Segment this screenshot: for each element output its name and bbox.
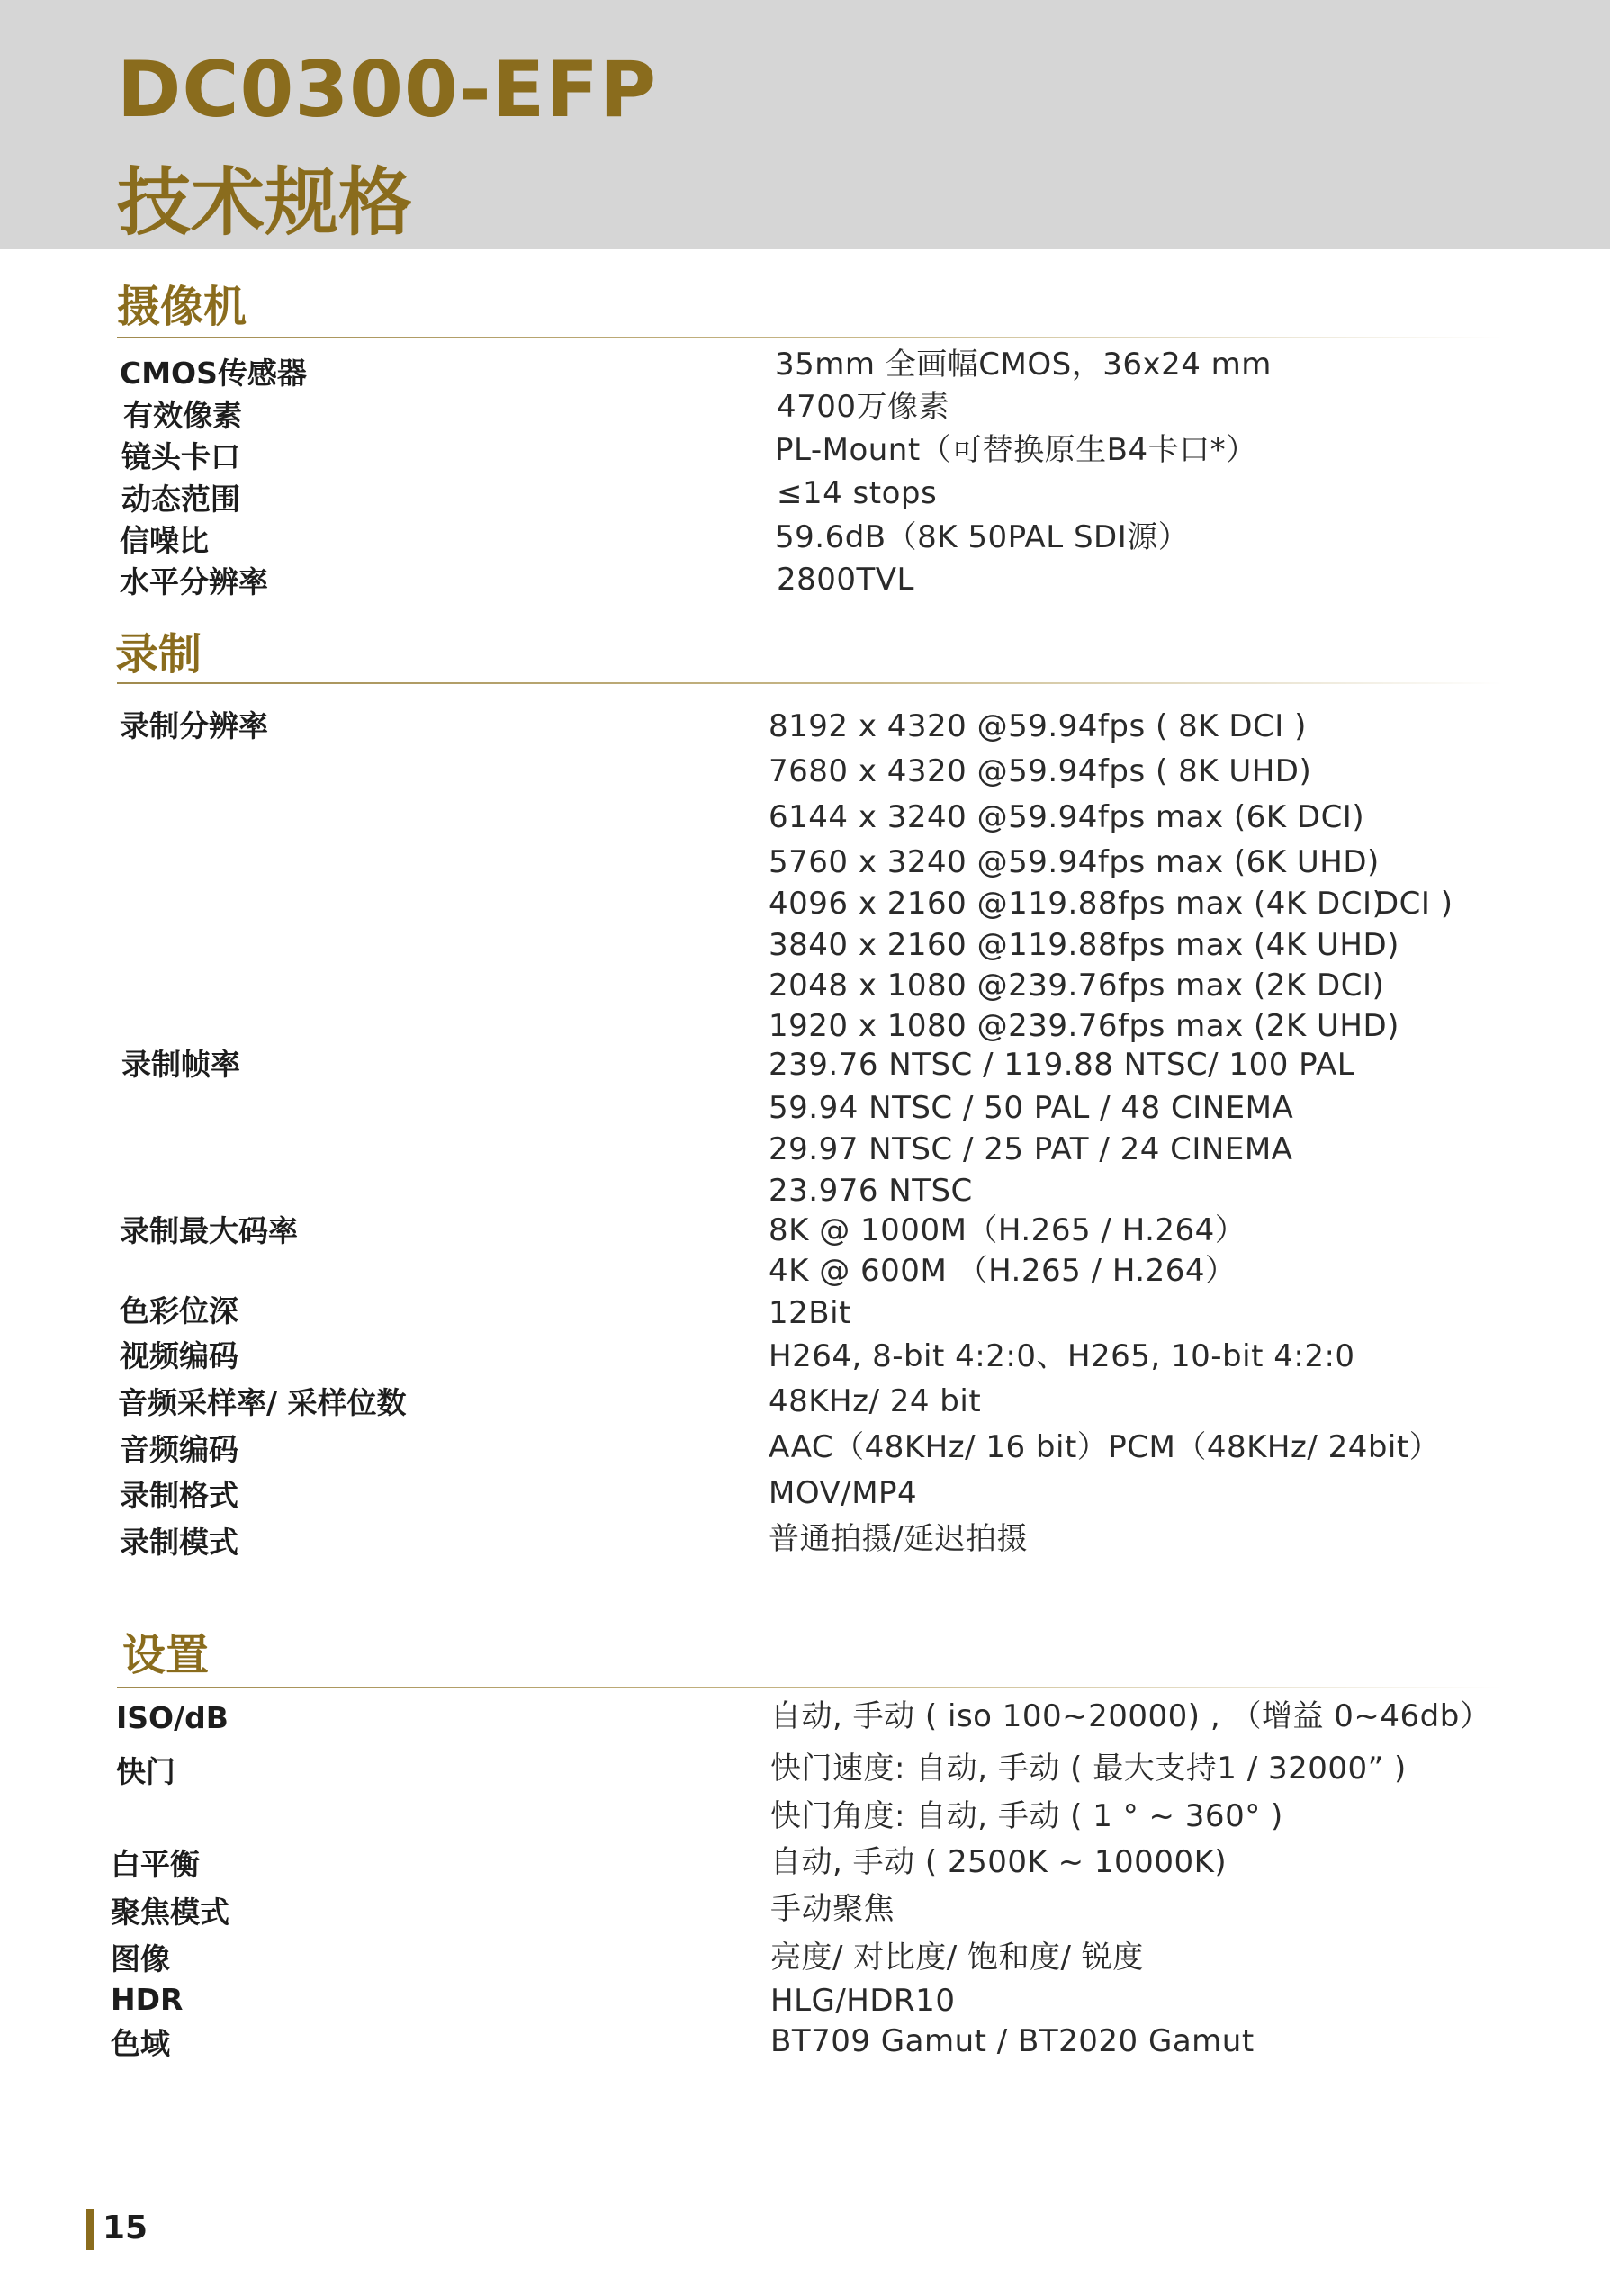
- spec-label-format: 录制格式: [120, 1478, 238, 1513]
- spec-label-bitrate: 录制最大码率: [120, 1213, 298, 1248]
- spec-value-bitdepth: 12Bit: [769, 1295, 851, 1331]
- spec-value-white-balance: 自动, 手动 ( 2500K ~ 10000K): [770, 1844, 1228, 1880]
- spec-label-pixels: 有效像素: [123, 398, 242, 433]
- spec-value-shutter-speed: 快门速度: 自动, 手动 ( 最大支持1 / 32000” ): [770, 1751, 1407, 1787]
- spec-label-tvl: 水平分辨率: [120, 564, 268, 599]
- spec-value-tvl: 2800TVL: [777, 562, 914, 598]
- spec-value-focus-mode: 手动聚焦: [770, 1891, 895, 1927]
- section-title-camera: 摄像机: [117, 282, 247, 332]
- spec-value-res-4k-dci: 4096 x 2160 @119.88fps max (4K DCI): [769, 886, 1385, 922]
- spec-value-stray-dci: DCI ): [1375, 886, 1453, 922]
- spec-value-res-8k-uhd: 7680 x 4320 @59.94fps ( 8K UHD): [769, 753, 1312, 789]
- spec-value-res-2k-uhd: 1920 x 1080 @239.76fps max (2K UHD): [769, 1008, 1399, 1044]
- section-title-settings: 设置: [122, 1630, 210, 1680]
- spec-value-mode: 普通拍摄/延迟拍摄: [769, 1521, 1028, 1557]
- spec-label-gamut: 色域: [111, 2026, 170, 2061]
- page-number-bar: [86, 2209, 94, 2250]
- spec-value-pixels: 4700万像素: [777, 389, 950, 425]
- spec-value-fps-4: 23.976 NTSC: [769, 1173, 973, 1209]
- spec-label-cmos: CMOS传感器: [120, 356, 307, 391]
- spec-value-res-4k-uhd: 3840 x 2160 @119.88fps max (4K UHD): [769, 927, 1399, 963]
- spec-value-bitrate-8k: 8K @ 1000M（H.265 / H.264）: [769, 1212, 1246, 1248]
- page-number: 15: [103, 2210, 148, 2246]
- section-rule-settings: [117, 1687, 1503, 1688]
- spec-label-mount: 镜头卡口: [121, 439, 240, 474]
- spec-value-video-codec: H264, 8-bit 4:2:0、H265, 10-bit 4:2:0: [769, 1338, 1355, 1374]
- spec-value-hdr: HLG/HDR10: [770, 1983, 956, 2019]
- spec-value-mount: PL-Mount（可替换原生B4卡口*）: [775, 432, 1257, 468]
- spec-value-fps-1: 239.76 NTSC / 119.88 NTSC/ 100 PAL: [769, 1047, 1355, 1083]
- document-subtitle: 技术规格: [117, 160, 413, 246]
- spec-value-iso: 自动, 手动 ( iso 100~20000) , （增益 0~46db）: [770, 1698, 1491, 1734]
- spec-label-snr: 信噪比: [120, 523, 209, 558]
- spec-value-image: 亮度/ 对比度/ 饱和度/ 锐度: [770, 1940, 1144, 1976]
- spec-label-shutter: 快门: [116, 1754, 175, 1789]
- spec-value-format: MOV/MP4: [769, 1475, 918, 1511]
- spec-value-fps-3: 29.97 NTSC / 25 PAT / 24 CINEMA: [769, 1131, 1293, 1167]
- spec-value-audio-sampling: 48KHz/ 24 bit: [769, 1383, 982, 1419]
- spec-label-framerate: 录制帧率: [121, 1047, 240, 1082]
- spec-label-iso: ISO/dB: [116, 1700, 229, 1735]
- spec-label-white-balance: 白平衡: [111, 1847, 200, 1882]
- spec-label-video-codec: 视频编码: [120, 1338, 238, 1373]
- document-title: DC0300-EFP: [117, 45, 658, 135]
- section-rule-camera: [117, 337, 1503, 338]
- spec-value-bitrate-4k: 4K @ 600M （H.265 / H.264）: [769, 1253, 1237, 1289]
- spec-value-snr: 59.6dB（8K 50PAL SDI源）: [775, 519, 1190, 555]
- spec-value-gamut: BT709 Gamut / BT2020 Gamut: [770, 2023, 1255, 2059]
- spec-value-res-8k-dci: 8192 x 4320 @59.94fps ( 8K DCI ): [769, 708, 1307, 744]
- section-title-recording: 录制: [115, 629, 202, 680]
- spec-value-fps-2: 59.94 NTSC / 50 PAL / 48 CINEMA: [769, 1090, 1294, 1126]
- section-rule-recording: [117, 682, 1503, 684]
- spec-value-dynamic-range: ≤14 stops: [777, 475, 938, 511]
- spec-label-audio-codec: 音频编码: [120, 1432, 238, 1467]
- spec-value-audio-codec: AAC（48KHz/ 16 bit）PCM（48KHz/ 24bit）: [769, 1429, 1441, 1465]
- spec-label-image: 图像: [111, 1941, 170, 1976]
- spec-value-res-2k-dci: 2048 x 1080 @239.76fps max (2K DCI): [769, 968, 1385, 1004]
- spec-label-dynamic-range: 动态范围: [121, 482, 240, 517]
- spec-value-shutter-angle: 快门角度: 自动, 手动 ( 1 ° ~ 360° ): [770, 1798, 1283, 1834]
- spec-label-resolution: 录制分辨率: [120, 708, 268, 743]
- spec-label-bitdepth: 色彩位深: [120, 1293, 238, 1328]
- spec-label-audio-sampling: 音频采样率/ 采样位数: [118, 1385, 407, 1420]
- spec-value-res-6k-uhd: 5760 x 3240 @59.94fps max (6K UHD): [769, 844, 1380, 880]
- spec-label-hdr: HDR: [111, 1982, 184, 2017]
- spec-value-res-6k-dci: 6144 x 3240 @59.94fps max (6K DCI): [769, 799, 1365, 835]
- spec-label-mode: 录制模式: [120, 1525, 238, 1560]
- spec-value-cmos: 35mm 全画幅CMOS，36x24 mm: [775, 347, 1272, 383]
- spec-label-focus-mode: 聚焦模式: [111, 1895, 229, 1930]
